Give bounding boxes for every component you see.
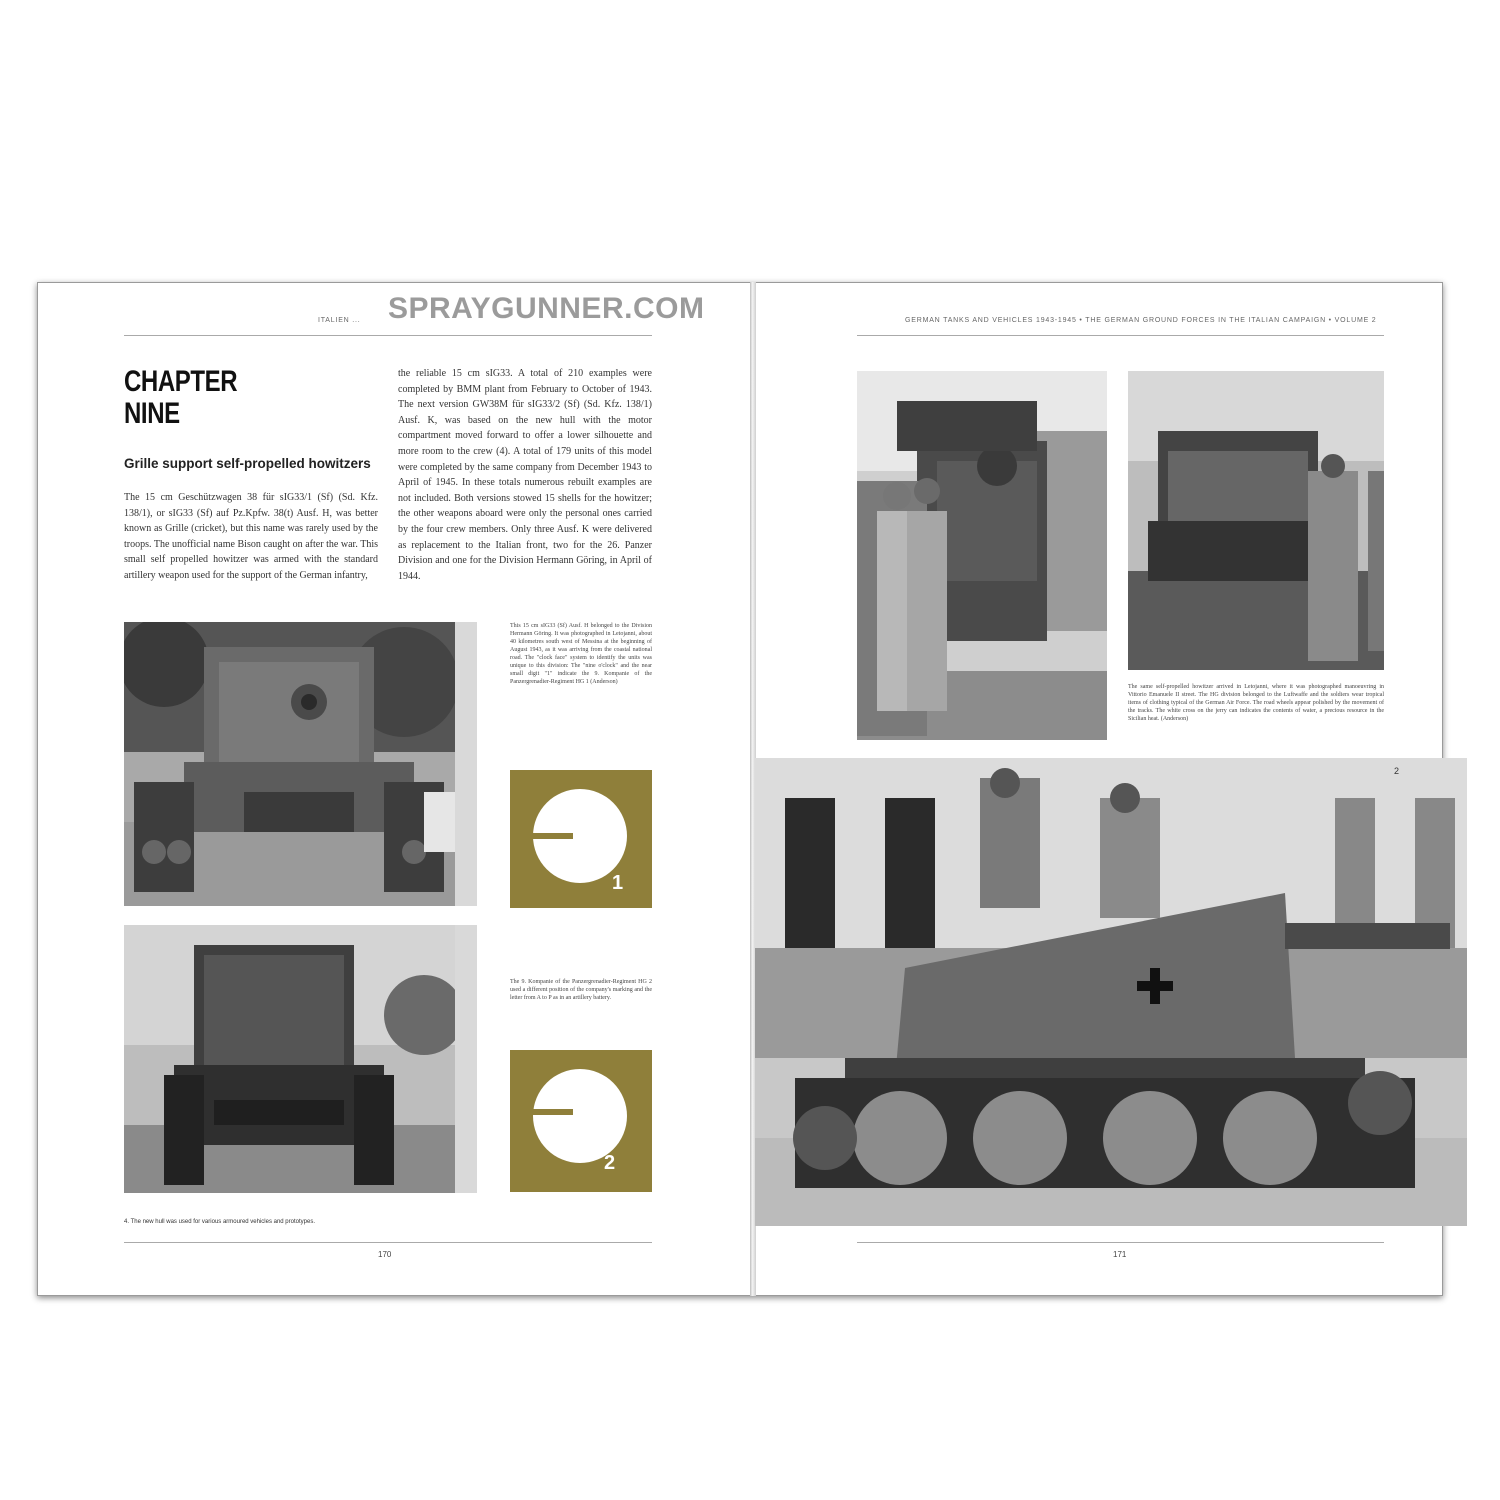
clock-marking-icon-1: [510, 770, 652, 908]
left-footer-rule: [124, 1242, 652, 1243]
chapter-title-line1: CHAPTER: [124, 365, 238, 398]
right-footer-rule: [857, 1242, 1384, 1243]
grille-rear-photo: [124, 622, 455, 906]
left-header-rule: [124, 335, 652, 336]
grille-side-illustration: [755, 758, 1467, 1226]
watermark: SPRAYGUNNER.COM: [388, 292, 705, 325]
right-page-number: 171: [1113, 1250, 1127, 1259]
chapter-subtitle: Grille support self-propelled howitzers: [124, 456, 371, 471]
footnote: 4. The new hull was used for various armoured vehicles and prototypes.: [124, 1219, 315, 1225]
photo-number-label: 2: [1394, 766, 1400, 776]
right-running-head: GERMAN TANKS AND VEHICLES 1943-1945 • THE GERMAN GROUND FORCES IN THE ITALIAN CAMPAIGN • VOLUME 2: [905, 317, 1377, 324]
body-column-1: The 15 cm Geschützwagen 38 für sIG33/1 (Sf) (Sd. Kfz. 138/1), or sIG33 (Sf) auf Pz.Kpfw. 38(t) Ausf. H, was better known as Grille (cricket), but this name was rarely used by the troops. The unofficial name Bison caught on after the war. This small self propelled howitzer was armed with the standard artillery weapon used for the support of the German infantry,: [124, 492, 378, 581]
grille-rear-illustration: [124, 622, 455, 906]
caption-photo-2: The 9. Kompanie of the Panzergrenadier-Regiment HG 2 used a different position of the company's marking and the letter from A to P as in an artillery battery.: [510, 979, 652, 1001]
crew-on-grille-photo: [857, 371, 1107, 740]
crew-illustration: [857, 371, 1107, 740]
photo2-shadow-panel: [455, 925, 477, 1193]
caption-photo-1: This 15 cm sIG33 (Sf) Ausf. H belonged to the Division Hermann Göring. It was photographed in Letojanni, about 40 kilometres south west of Messina at the beginning of August 1943, as it was arriving from the coastal national road. The "clock face" system to identify the units was unique to this division: The "nine o'clock" and the near small digit "1" indicate the 9. Kompanie of the Panzergrenadier-Regiment HG 1 (Anderson): [510, 623, 652, 685]
grille-street-photo: [1128, 371, 1384, 670]
photo-shadow-panel: [455, 622, 477, 906]
clock-marking-badge-1: [510, 770, 652, 908]
chapter-title: [124, 366, 237, 430]
clock-marking-icon-2: [510, 1050, 652, 1192]
grille-rear-illustration-2: [124, 925, 455, 1193]
chapter-title-line2: NINE: [124, 397, 180, 430]
left-running-head: ITALIEN ...: [318, 317, 361, 324]
right-header-rule: [857, 335, 1384, 336]
grille-street-illustration: [1128, 371, 1384, 670]
right-caption: The same self-propelled howitzer arrived in Letojanni, where it was photographed manoeuvring in Vittorio Emanuele II street. The HG division belonged to the Luftwaffe and the soldiers wear tropical items of clothing typical of the German Air Force. The road wheels appear polished by the movement of the tracks. The white cross on the jerry can indicates the contents of water, a precious resource in the Sicilian heat. (Anderson): [1128, 684, 1384, 722]
grille-side-photo: [755, 758, 1467, 1226]
body-column-2: the reliable 15 cm sIG33. A total of 210 examples were completed by BMM plant from February to October of 1943. The next version GW38M für sIG33/2 (Sf) (Sd. Kfz. 138/1) Ausf. K, was based on the new hull with the motor compartment moved forward to offer a lower silhouette and more room to the crew (4). A total of 179 units of this model were completed by the same company from December 1943 to April of 1945. In these totals numerous rebuilt examples are not included. Both versions stowed 15 shells for the howitzer; the other weapons aboard were only the personal ones carried by the four crew members. Only three Ausf. K were delivered as replacement to the Italian front, two for the 26. Panzer Division and one for the Division Hermann Göring, in April of 1944.: [398, 368, 652, 582]
clock-marking-badge-2: [510, 1050, 652, 1192]
left-page-number: 170: [378, 1250, 392, 1259]
grille-rear-photo-2: [124, 925, 455, 1193]
badge-1-number: 1: [612, 872, 624, 894]
badge-2-number: 2: [604, 1152, 616, 1174]
